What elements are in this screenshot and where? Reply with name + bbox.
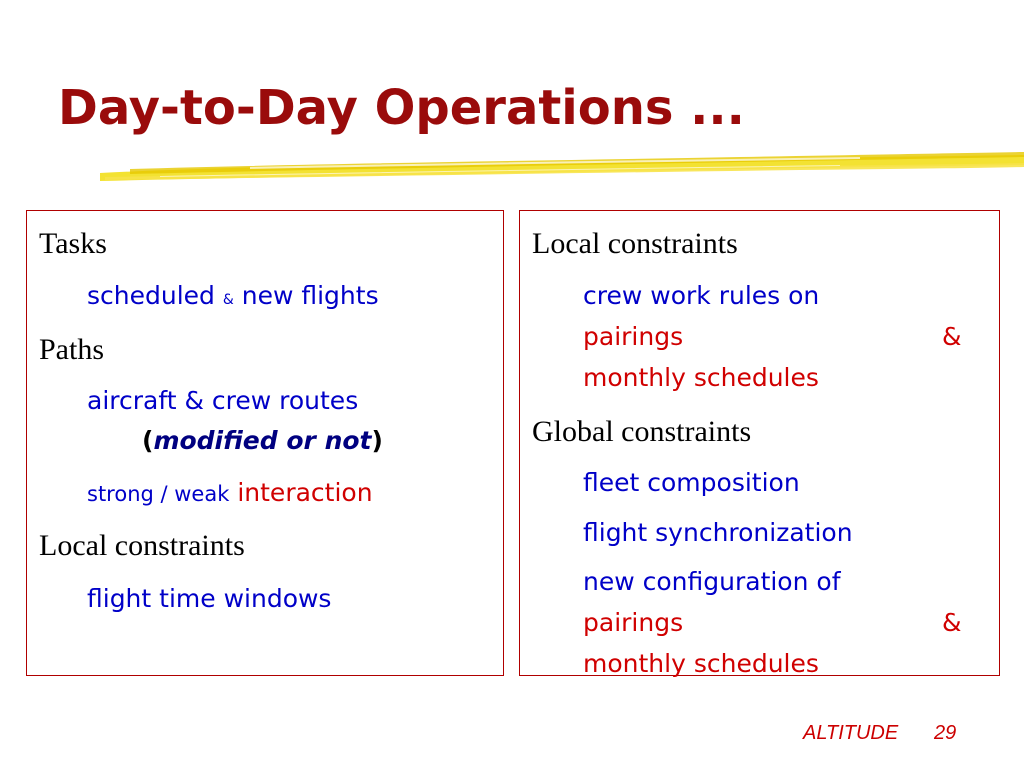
tasks-item — [87, 283, 379, 308]
local-item-amp: & — [942, 322, 962, 351]
right-content-box — [519, 210, 1000, 676]
paths-item1-line2 — [142, 428, 383, 453]
paths-heading: Paths — [39, 333, 105, 366]
paths-item1-close: ) — [371, 426, 383, 455]
paths-item2-part2: interaction — [237, 478, 373, 507]
paths-item2 — [87, 480, 373, 505]
global-item3-line3: monthly schedules — [583, 649, 819, 678]
global-item3-line1: new configuration of — [583, 567, 841, 596]
global-constraints-heading: Global constraints — [532, 415, 752, 448]
local-constraints-item: flight time windows — [87, 584, 332, 613]
global-item-fleet: fleet composition — [583, 468, 800, 497]
local-constraints-heading: Local constraints — [39, 529, 245, 562]
tasks-item-part1: scheduled — [87, 281, 215, 310]
global-item-sync: flight synchronization — [583, 518, 853, 547]
tasks-item-part2: new flights — [241, 281, 379, 310]
local-constraints-heading-right: Local constraints — [532, 227, 738, 260]
left-content-box — [26, 210, 504, 676]
slide-title: Day-to-Day Operations ... — [58, 80, 745, 136]
highlighter-stroke — [100, 143, 1024, 187]
local-item-line2: pairings — [583, 322, 684, 351]
global-item3-line2: pairings — [583, 608, 684, 637]
paths-item1-line1: aircraft & crew routes — [87, 386, 359, 415]
global-item3-amp: & — [942, 608, 962, 637]
paths-item1-emphasis: modified or not — [153, 426, 372, 455]
paths-item1-open: ( — [142, 426, 154, 455]
local-item-line1: crew work rules on — [583, 281, 820, 310]
tasks-heading: Tasks — [39, 227, 107, 260]
paths-item2-part1: strong / weak — [87, 482, 230, 506]
footer-page-number: 29 — [934, 722, 957, 744]
footer-brand: ALTITUDE — [803, 722, 899, 744]
local-item-line3: monthly schedules — [583, 363, 819, 392]
tasks-item-amp: & — [222, 292, 234, 308]
